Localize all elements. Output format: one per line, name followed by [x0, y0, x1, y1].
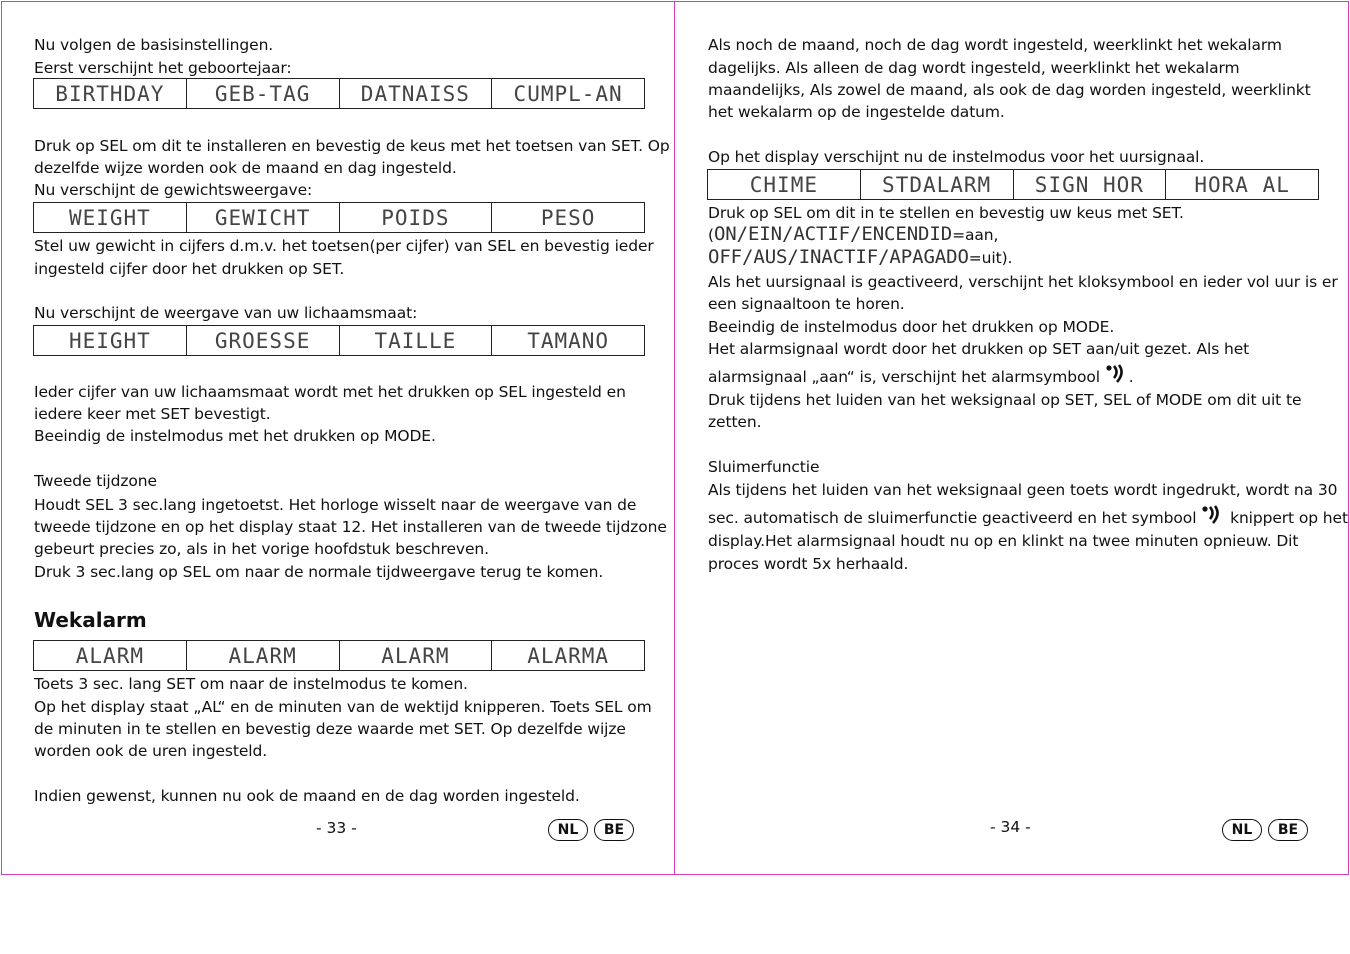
text-line: Ieder cijfer van uw lichaamsmaat wordt met het drukken op SEL ingesteld en [34, 383, 626, 401]
subheading-tweede-tijdzone: Tweede tijdzone [34, 472, 157, 490]
text-line: maandelijks, Als zowel de maand, als ook de dag worden ingesteld, weerklinkt [708, 81, 1311, 99]
text-line: Als tijdens het luiden van het weksignaal geen toets wordt ingedrukt, wordt na 30 [708, 481, 1338, 499]
page-number: - 33 - [316, 819, 357, 837]
text-line-off-options: OFF/AUS/INACTIF/APAGADO=uit). [708, 246, 1013, 268]
text-line: Toets 3 sec. lang SET om naar de instelmodus te komen. [34, 675, 468, 693]
text-line: Druk tijdens het luiden van het weksignaal op SET, SEL of MODE om dit uit te [708, 391, 1302, 409]
text-line: Druk 3 sec.lang op SEL om naar de normale tijdweergave terug te komen. [34, 563, 604, 581]
lcd-cell: PESO [540, 205, 596, 230]
text-line: tweede tijdzone en op het display staat 12. Het installeren van de tweede tijdzone [34, 518, 667, 536]
lcd-cell: STDALARM [861, 170, 1014, 199]
lcd-cell: TAILLE [340, 326, 493, 355]
lcd-cell: TAMANO [527, 328, 610, 353]
text-line: gebeurt precies zo, als in het vorige hoofdstuk beschreven. [34, 540, 489, 558]
language-badges [548, 819, 634, 841]
text-line: Druk op SEL om dit te installeren en bevestig de keus met het toetsen van SET. Op [34, 137, 670, 155]
badge-nl: NL [548, 819, 588, 841]
text-line: Het alarmsignaal wordt door het drukken op SET aan/uit gezet. Als het [708, 340, 1250, 358]
language-badges [1222, 819, 1308, 841]
lcd-cell: HORA AL [1194, 172, 1290, 197]
alarm-symbol-icon [1105, 363, 1129, 392]
badge-be: BE [594, 819, 634, 841]
lcd-alarm-table [33, 640, 645, 671]
lcd-cell: ALARM [34, 641, 187, 670]
text-line: Houdt SEL 3 sec.lang ingetoetst. Het horloge wisselt naar de weergave van de [34, 496, 637, 514]
text-line: Indien gewenst, kunnen nu ook de maand en de dag worden ingesteld. [34, 787, 580, 805]
lcd-cell: ALARMA [527, 643, 610, 668]
text-line: ingesteld cijfer door het drukken op SET. [34, 260, 345, 278]
badge-nl: NL [1222, 819, 1262, 841]
text-line: de minuten in te stellen en bevestig deze waarde met SET. Op dezelfde wijze [34, 720, 626, 738]
text-line: Beeindig de instelmodus met het drukken op MODE. [34, 427, 436, 445]
lcd-chime-table [707, 169, 1319, 200]
lcd-cell: ALARM [187, 641, 340, 670]
text-line: Stel uw gewicht in cijfers d.m.v. het toetsen(per cijfer) van SEL en bevestig ieder [34, 237, 654, 255]
text-line: Nu verschijnt de gewichtsweergave: [34, 181, 313, 199]
lcd-cell: BIRTHDAY [34, 79, 187, 108]
text-line: Nu verschijnt de weergave van uw lichaamsmaat: [34, 304, 418, 322]
lcd-cell: POIDS [340, 203, 493, 232]
lcd-cell: GEWICHT [187, 203, 340, 232]
page-number: - 34 - [990, 818, 1031, 836]
off-options-mono: OFF/AUS/INACTIF/APAGADO [708, 246, 969, 268]
text-line: dagelijks. Als alleen de dag wordt ingesteld, weerklinkt het wekalarm [708, 59, 1240, 77]
subheading-sluimerfunctie: Sluimerfunctie [708, 458, 820, 476]
text-line: het wekalarm op de ingestelde datum. [708, 103, 1005, 121]
lcd-cell: GEB-TAG [187, 79, 340, 108]
text-line: Als noch de maand, noch de dag wordt ingesteld, weerklinkt het wekalarm [708, 36, 1282, 54]
text-line: display.Het alarmsignaal houdt nu op en klinkt na twee minuten opnieuw. Dit [708, 532, 1299, 550]
lcd-cell: CUMPL-AN [513, 81, 623, 106]
text-line: een signaaltoon te horen. [708, 295, 905, 313]
text-line: Op het display staat „AL“ en de minuten van de wektijd knipperen. Toets SEL om [34, 698, 652, 716]
text-line: Als het uursignaal is geactiveerd, verschijnt het kloksymbool en ieder vol uur is er [708, 273, 1338, 291]
text-line: Nu volgen de basisinstellingen. [34, 36, 274, 54]
heading-wekalarm: Wekalarm [34, 608, 147, 632]
lcd-cell: CHIME [708, 170, 861, 199]
text-line: worden ook de uren ingesteld. [34, 742, 268, 760]
lcd-cell: GROESSE [187, 326, 340, 355]
text-line: zetten. [708, 413, 762, 431]
text-line: iedere keer met SET bevestigt. [34, 405, 271, 423]
text-line: proces wordt 5x herhaald. [708, 555, 909, 573]
page-34 [675, 1, 1349, 875]
lcd-cell: DATNAISS [340, 79, 493, 108]
lcd-cell: ALARM [340, 641, 493, 670]
lcd-weight-table [33, 202, 645, 233]
badge-be: BE [1268, 819, 1308, 841]
text-line-on-options: (ON/EIN/ACTIF/ENCENDID=aan, [708, 223, 999, 245]
text-line: dezelfde wijze worden ook de maand en dag ingesteld. [34, 159, 457, 177]
snooze-symbol-icon [1201, 504, 1225, 533]
on-options-mono: ON/EIN/ACTIF/ENCENDID [713, 223, 953, 245]
text-line: Druk op SEL om dit in te stellen en bevestig uw keus met SET. [708, 204, 1184, 222]
lcd-cell: WEIGHT [34, 203, 187, 232]
text-line-alarm-symbol: alarmsignaal „aan“ is, verschijnt het alarmsymbool . [708, 363, 1134, 392]
lcd-height-table [33, 325, 645, 356]
text-line: Op het display verschijnt nu de instelmodus voor het uursignaal. [708, 148, 1205, 166]
lcd-cell: HEIGHT [34, 326, 187, 355]
text-line-snooze-symbol: sec. automatisch de sluimerfunctie geactiveerd en het symbool knippert op het [708, 504, 1348, 533]
text-line: Beeindig de instelmodus door het drukken op MODE. [708, 318, 1115, 336]
lcd-birthday-table [33, 78, 645, 109]
lcd-cell: SIGN HOR [1014, 170, 1167, 199]
text-line: Eerst verschijnt het geboortejaar: [34, 59, 292, 77]
